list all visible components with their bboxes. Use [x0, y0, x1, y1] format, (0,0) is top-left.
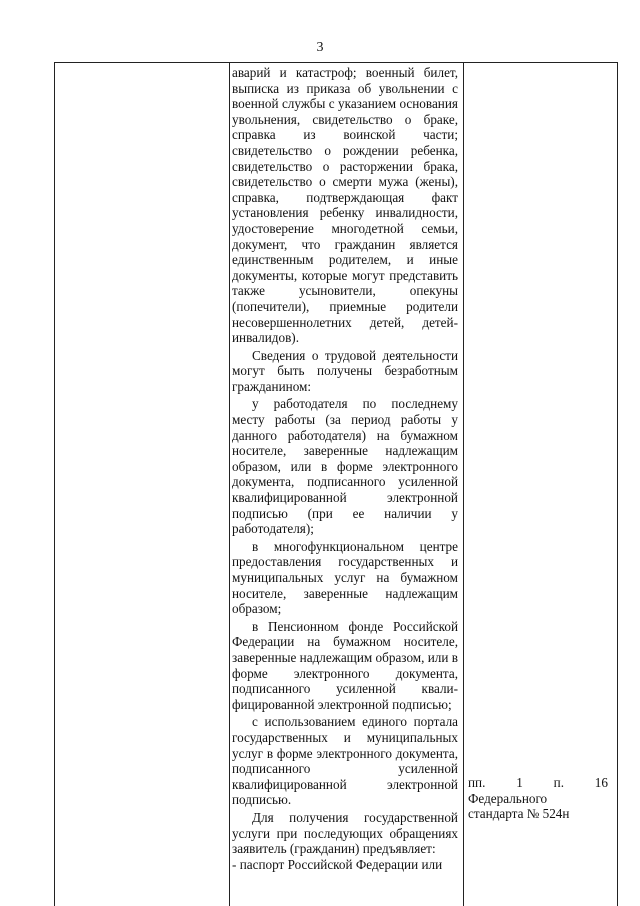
column-divider-2 [463, 63, 464, 906]
reference-cell [468, 775, 608, 822]
reference-line-1: пп. 1 п. 16 [468, 775, 608, 790]
paragraph-pension-fund: в Пенсионном фонде Российской Федерации на бумажном носителе, заверенные надлежащим образом, или в форме электронного документа, подписанного усиленной квали-фицированной электронной подписью; [232, 618, 458, 712]
column-divider-1 [229, 63, 230, 906]
paragraph-documents: аварий и катастроф; военный билет, выписка из приказа об увольнении с военной службы с указанием основания увольнения, свидетельство о браке, справка из воинской части; свидетельство о рождении ребенка, свидетельство о расторжении брака, свидетельство о смерти мужа (жены), справка, подтверждающая факт установления ребенку инвалидности, удостоверение многодетной семьи, документ, что гражданин является единственным родителем, и иные документы, которые могут представить также усыновители, опекуны (попечители), приемные родители несовершеннолетних детей, детей-инвалидов). [232, 65, 458, 346]
paragraph-employment-info: Сведения о трудовой деятельности могут быть получены безработным гражданином: [232, 347, 458, 394]
paragraph-mfc: в многофункциональном центре предоставления государственных и муниципальных услуг на бумажном носителе, заверенные надлежащим образом; [232, 538, 458, 617]
reference-line-2: Федерального [468, 790, 548, 806]
paragraph-portal: с использованием единого портала государственных и муниципальных услуг в форме электронного документа, подписанного усиленной квалифицированной электронной подписью. [232, 714, 458, 808]
paragraph-passport: - паспорт Российской Федерации или [232, 856, 443, 872]
table-border-left [54, 63, 55, 906]
page-number: 3 [316, 40, 324, 55]
document-table [54, 62, 618, 906]
table-border-right [617, 63, 618, 906]
requirements-cell [232, 65, 458, 872]
paragraph-subsequent-requests: Для получения государственной услуги при последующих обращениях заявитель (гражданин) предъявляет: [232, 809, 458, 857]
reference-line-3: стандарта № 524н [468, 806, 570, 822]
paragraph-employer: у работодателя по последнему месту работы (за период работы у данного работодателя) на бумажном носителе, заверенные надлежащим образом, или в форме электронного документа, подписанного усиленной квалифицированной электронной подписью (при ее наличии у работодателя); [232, 396, 458, 537]
